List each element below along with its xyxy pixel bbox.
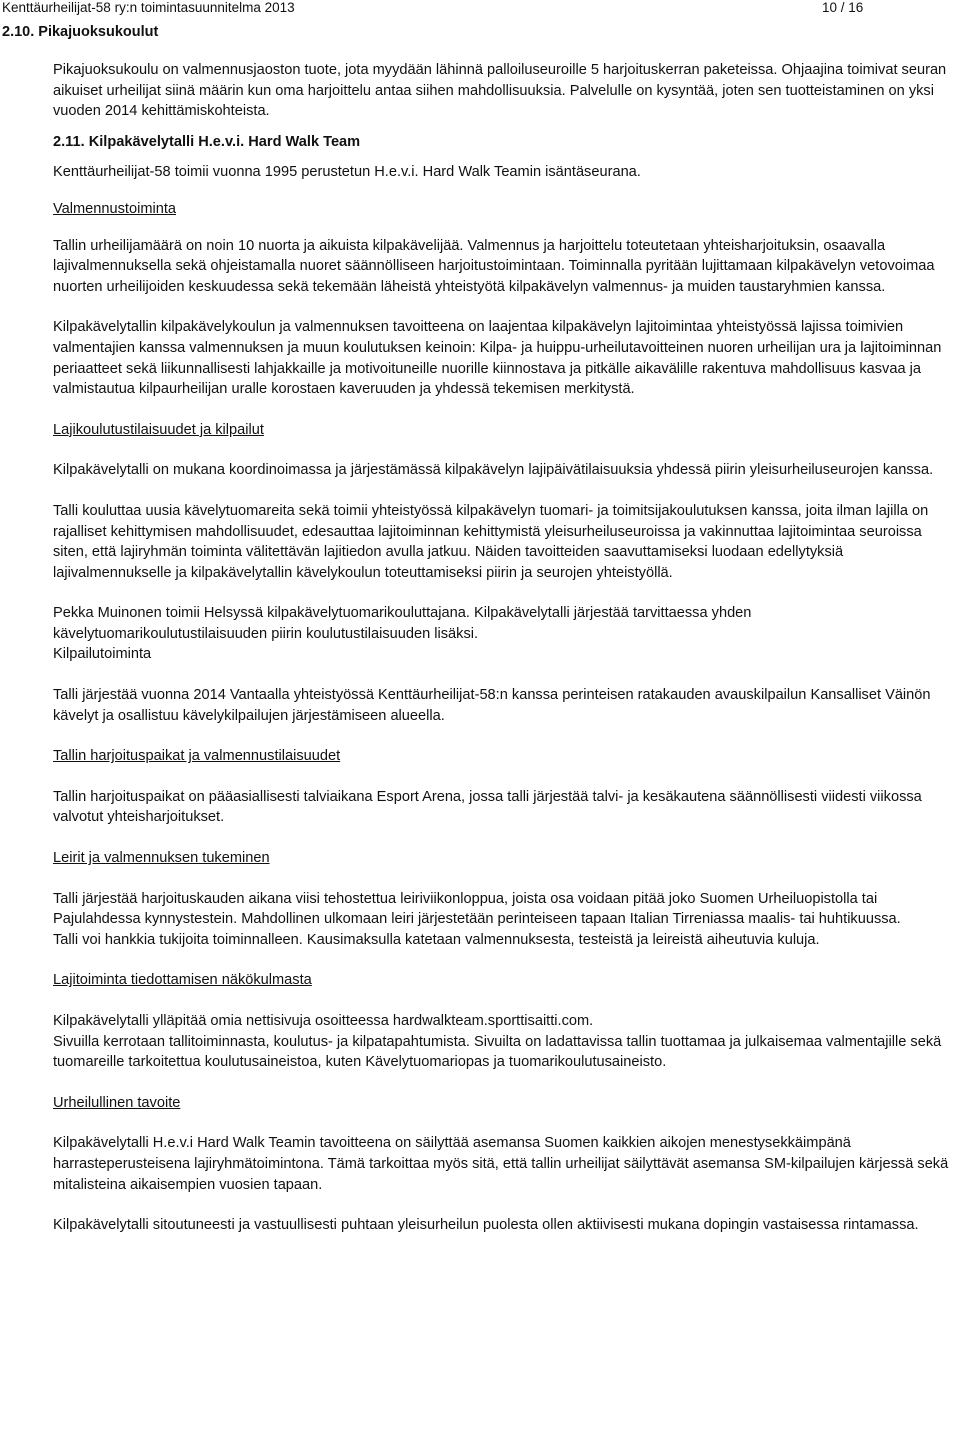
page-content (53, 60, 958, 1236)
lajikoulutus-paragraph-3: Pekka Muinonen toimii Helsyssä kilpakävelytuomarikouluttajana. Kilpakävelytalli järjestää tarvittaessa yhden kävelytuomarikoulutustilaisuuden piirin koulutustilaisuuden lisäksi. (53, 605, 752, 642)
lajikoulutus-paragraph-1: Kilpakävelytalli on mukana koordinoimassa ja järjestämässä kilpakävelyn lajipäivätilaisuuksia yhdessä piirin yleisurheiluseurojen kanssa. (53, 462, 934, 479)
kilpailutoiminta-label: Kilpailutoiminta (53, 646, 152, 663)
section-2-10-heading: 2.10. Pikajuoksukoulut (2, 24, 159, 40)
section-2-11-heading: 2.11. Kilpakävelytalli H.e.v.i. Hard Walk Team (53, 133, 361, 150)
tiedottaminen-paragraph-1: Kilpakävelytalli ylläpitää omia nettisivuja osoitteessa hardwalkteam.sporttisaitti.com. (53, 1013, 594, 1029)
tiedottaminen-title: Lajitoiminta tiedottamisen näkökulmasta (53, 972, 312, 989)
lajikoulutus-paragraph-2: Talli kouluttaa uusia kävelytuomareita sekä toimii yhteistyössä kilpakävelyn tuomari- ja toimitsijakoulutuksen kanssa, joita ilman lajilla on rajalliset kehittymisen mahdollisuudet, edesauttaa lajitoiminnan kehittymistä yleisurheiluseuroissa ja vakinnuttaa lajitoimintaa seuroissa siten, että lajiryhmän toiminta välitettävän lajitiedon avulla jatkuu. Näiden tavoitteiden saavuttamiseksi luodaan edellytyksiä lajivalmennukselle ja kilpakävelytallin kävelykoulun toteuttamiseksi piirin ja seurojen yhteistyöllä. (53, 502, 929, 581)
valmennustoiminta-title: Valmennustoiminta (53, 200, 177, 217)
tavoite-paragraph-1: Kilpakävelytalli H.e.v.i Hard Walk Teamin tavoitteena on säilyttää asemansa Suomen kaikkien aikojen menestysekkäimpänä harrasteperusteisena lajiryhmätoimintona. Tämä tarkoittaa myös sitä, että tallin urheilijat säilyttävät asemansa SM-kilpailujen kärjessä sekä mitalisteina aikaisempien vuosien tapaan. (53, 1135, 949, 1193)
lajikoulutus-paragraph-4: Talli järjestää vuonna 2014 Vantaalla yhteistyössä Kenttäurheilijat-58:n kanssa perinteisen ratakauden avauskilpailun Kansalliset Väinön kävelyt ja osallistuu kävelykilpailujen järjestämiseen alueella. (53, 687, 931, 724)
harjoituspaikat-title: Tallin harjoituspaikat ja valmennustilaisuudet (53, 748, 341, 765)
page-header (0, 0, 960, 16)
valmennus-paragraph-1: Tallin urheilijamäärä on noin 10 nuorta ja aikuista kilpakävelijää. Valmennus ja harjoittelu toteutetaan yhteisharjoituksin, osaavalla lajivalmennuksella sekä ohjeistamalla nuoret säännölliseen harjoitustoimintaan. Toiminnalla pyritään lujittamaan kilpakävelyn vetovoimaa nuorten urheilijoiden keskuudessa sekä tekemään läheistä yhteistyötä kilpakävelyn valmennus- ja muiden taustaryhmien kanssa. (53, 237, 935, 295)
document-title: Kenttäurheilijat-58 ry:n toimintasuunnitelma 2013 (2, 0, 295, 15)
lajikoulutus-title: Lajikoulutustilaisuudet ja kilpailut (53, 421, 264, 438)
pikajuoksukoulu-paragraph: Pikajuoksukoulu on valmennusjaoston tuote, jota myydään lähinnä palloiluseuroille 5 harjoituskerran paketeissa. Ohjaajina toimivat seuran aikuiset urheilijat siinä määrin kun oma harjoittelu antaa siihen mahdollisuuksia. Palvelulle on kysyntää, joten sen tuotteistaminen on yksi vuoden 2014 kehittämiskohteista. (53, 62, 947, 120)
tavoite-paragraph-2: Kilpakävelytalli sitoutuneesti ja vastuullisesti puhtaan yleisurheilun puolesta ollen aktiivisesti mukana dopingin vastaisessa rintamassa. (53, 1217, 919, 1234)
leirit-paragraph-2: Talli voi hankkia tukijoita toiminnalleen. Kausimaksulla katetaan valmennuksesta, testeistä ja leireistä aiheutuvia kuluja. (53, 931, 820, 948)
tavoite-title: Urheilullinen tavoite (53, 1094, 181, 1111)
leirit-paragraph-1: Talli järjestää harjoituskauden aikana viisi tehostettua leiriviikonloppua, joista osa voidaan pitää joko Suomen Urheiluopistolla tai Pajulahdessa kynnystestein. Mahdollinen ulkomaan leiri järjestetään perinteiseen tapaan Italian Tirreniassa maalis- tai huhtikuussa. (53, 890, 901, 928)
page-number: 10 / 16 (822, 0, 864, 15)
leirit-title: Leirit ja valmennuksen tukeminen (53, 850, 270, 867)
tiedottaminen-paragraph-2: Sivuilla kerrotaan tallitoiminnasta, koulutus- ja kilpatapahtumista. Sivuilta on ladattavissa tallin tuottamaa ja julkaisemaa valmentajille sekä tuomareille tarkoitettua koulutusaineistoa, kuten Kävelytuomariopas ja tuomarikoulutusaineisto. (53, 1033, 942, 1071)
valmennus-paragraph-2: Kilpakävelytallin kilpakävelykoulun ja valmennuksen tavoitteena on laajentaa kilpakävelyn lajitoimintaa yhteistyössä lajissa toimivien valmentajien kanssa valmennuksen ja muun koulutuksen keinoin: Kilpa- ja huippu-urheilutavoitteinen nuoren urheilijan ura ja lajitoiminnan periaatteet sekä liikunnallisesti lahjakkaille ja motivoituneille nuorille kiinnostava ja pitkälle aikavälille rakentuva mahdollisuus kasvaa ja valmistautua kilpaurheilijan uralle korostaen kaveruuden ja yhdessä tekemisen merkitystä. (53, 319, 942, 398)
harjoituspaikat-paragraph: Tallin harjoituspaikat on pääasiallisesti talviaikana Esport Arena, jossa talli järjestää talvi- ja kesäkautena säännöllisesti viidesti viikossa valvotut yhteisharjoitukset. (53, 788, 922, 826)
hard-walk-intro: Kenttäurheilijat-58 toimii vuonna 1995 perustetun H.e.v.i. Hard Walk Teamin isäntäseurana. (53, 164, 641, 181)
